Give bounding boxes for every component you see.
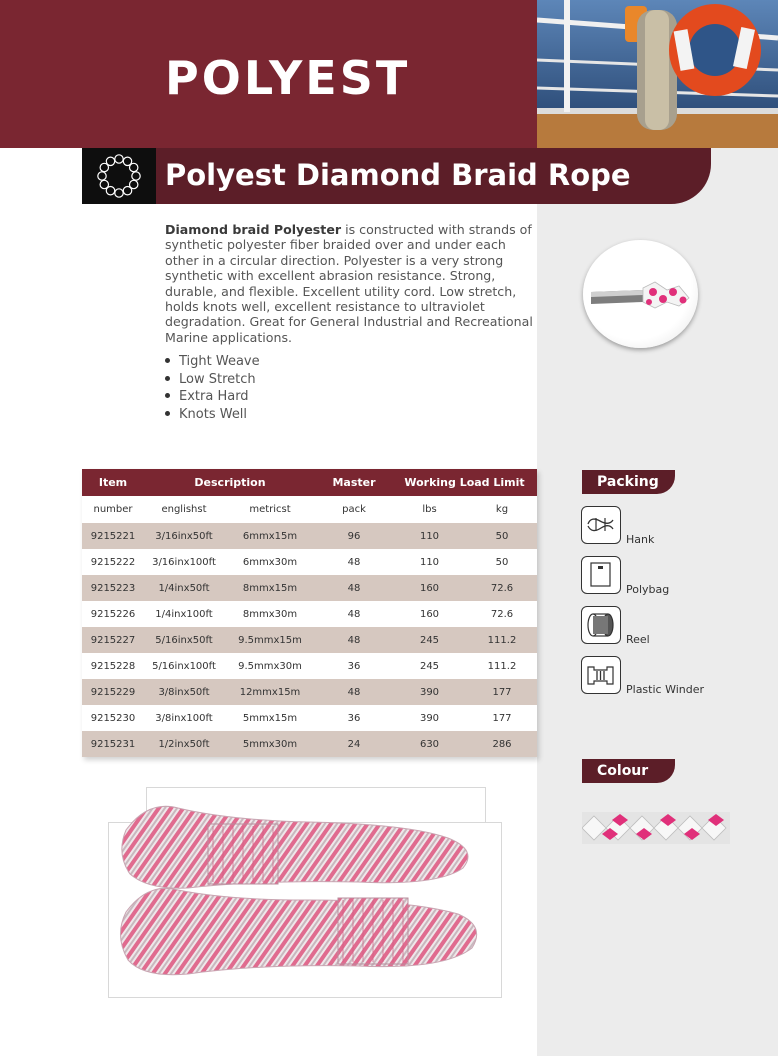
table-header-row — [82, 469, 537, 496]
header-item: Item — [82, 469, 144, 496]
bullet-icon — [165, 411, 170, 416]
feature-item: Low Stretch — [165, 371, 260, 389]
header-master: Master — [316, 469, 392, 496]
rope-cross-section-logo — [82, 148, 156, 204]
marine-photo — [537, 0, 778, 148]
table-row: 9215222 3/16inx100ft 6mmx30m 48 110 50 — [82, 549, 537, 575]
polybag-icon — [581, 556, 621, 594]
subheader-number: number — [82, 496, 144, 523]
feature-item: Extra Hard — [165, 388, 260, 406]
colour-swatch — [582, 812, 730, 844]
description-body: is constructed with strands of synthetic polyester fiber braided over and under each other in a circular direction. Polyester is a very strong synthetic with excellent abrasion resistance. Strong, durable, and flexible. Excellent utility cord. Low stretch, holds knots well, excellent resistance to ultraviolet degradation. Great for General Industrial and Recreational Marine applications. — [165, 222, 533, 345]
spec-table — [82, 469, 537, 757]
packing-label: Plastic Winder — [626, 683, 705, 696]
subheader-metric: metricst — [224, 496, 316, 523]
rope-hank-photo — [108, 790, 498, 998]
product-title: Polyest Diamond Braid Rope — [165, 158, 631, 192]
table-row: 9215226 1/4inx100ft 8mmx30m 48 160 72.6 — [82, 601, 537, 627]
subheader-pack: pack — [316, 496, 392, 523]
packing-heading: Packing — [582, 470, 675, 494]
subheader-lbs: lbs — [392, 496, 467, 523]
table-row: 9215230 3/8inx100ft 5mmx15m 36 390 177 — [82, 705, 537, 731]
bullet-icon — [165, 393, 170, 398]
top-banner — [0, 0, 537, 148]
table-row: 9215227 5/16inx50ft 9.5mmx15m 48 245 111.2 — [82, 627, 537, 653]
packing-label: Polybag — [626, 583, 670, 596]
packing-label: Hank — [626, 533, 655, 546]
description-lead: Diamond braid Polyester — [165, 222, 342, 237]
colour-heading: Colour — [582, 759, 675, 783]
table-row: 9215221 3/16inx50ft 6mmx15m 96 110 50 — [82, 523, 537, 549]
table-row: 9215223 1/4inx50ft 8mmx15m 48 160 72.6 — [82, 575, 537, 601]
plastic-winder-icon — [581, 656, 621, 694]
rope-end-closeup — [583, 240, 698, 348]
table-row: 9215229 3/8inx50ft 12mmx15m 48 390 177 — [82, 679, 537, 705]
feature-item: Knots Well — [165, 406, 260, 424]
packing-label: Reel — [626, 633, 650, 646]
feature-list — [165, 353, 260, 423]
feature-item: Tight Weave — [165, 353, 260, 371]
product-description — [165, 222, 535, 345]
header-description: Description — [144, 469, 316, 496]
table-row: 9215231 1/2inx50ft 5mmx30m 24 630 286 — [82, 731, 537, 757]
subheader-english: englishst — [144, 496, 224, 523]
subheader-kg: kg — [467, 496, 537, 523]
brand-title: POLYEST — [165, 51, 411, 105]
bullet-icon — [165, 376, 170, 381]
bullet-icon — [165, 358, 170, 363]
hank-icon — [581, 506, 621, 544]
table-subheader-row — [82, 496, 537, 523]
reel-icon — [581, 606, 621, 644]
table-row: 9215228 5/16inx100ft 9.5mmx30m 36 245 111.2 — [82, 653, 537, 679]
header-working-load-limit: Working Load Limit — [392, 469, 537, 496]
